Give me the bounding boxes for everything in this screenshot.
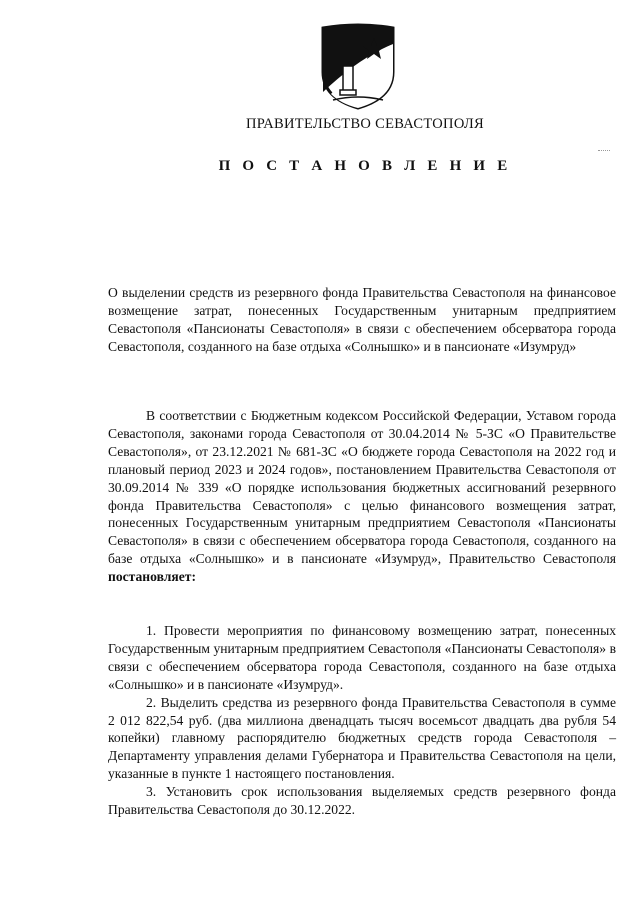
subject-text: О выделении средств из резервного фонда Правительства Севастополя на финансовое возмещение затрат, понесенных Государственным унитарным предприятием Севастополя «Пансионаты Севастополя» в связи с обеспечением обсерватора города Севастополя, созданного на базе отдыха «Солнышко» и в пансионате «Изумруд» (108, 285, 616, 354)
scan-artifact (598, 150, 610, 151)
preamble-text (108, 407, 616, 586)
resolves-keyword: постановляет: (108, 569, 196, 585)
preamble-paragraph (108, 407, 616, 586)
clause-item: 3. Установить срок использования выделяемых средств резервного фонда Правительства Севастополя до 30.12.2022. (108, 784, 616, 818)
government-title: ПРАВИТЕЛЬСТВО СЕВАСТОПОЛЯ (246, 116, 484, 132)
clauses-list (108, 622, 616, 819)
clause-item: 2. Выделить средства из резервного фонда Правительства Севастополя в сумме 2 012 822,54 руб. (два миллиона двенадцать тысяч восемьсот двадцать два рубля 54 копейки) главному распорядителю бюджетных средств города Севастополя – Департаменту управления делами Губернатора и Правительства Севастополя на цели, указанные в пункте 1 настоящего постановления. (108, 694, 616, 782)
preamble-body: В соответствии с Бюджетным кодексом Российской Федерации, Уставом города Севастополя, законами города Севастополя от 30.04.2014 № 5-ЗС «О Правительстве Севастополя», от 23.12.2021 № 681-ЗС «О бюджете города Севастополя на 2022 год и плановый период 2023 и 2024 годов», постановлением Правительства Севастополя от 30.09.2014 № 339 «О порядке использования бюджетных ассигнований резервного фонда Правительства Севастополя» с целью финансового возмещения затрат, понесенных Государственным унитарным предприятием Севастополя «Пансионаты Севастополя» в связи с обеспечением обсерватора города Севастополя, созданного на базе отдыха «Солнышко» и в пансионате «Изумруд», Правительство Севастополя (108, 408, 616, 567)
sevastopol-coat-of-arms-icon (319, 22, 397, 110)
document-type-heading: П О С Т А Н О В Л Е Н И Е (218, 158, 512, 174)
document-subject (108, 284, 616, 356)
clause-item: 1. Провести мероприятия по финансовому возмещению затрат, понесенных Государственным унитарным предприятием Севастополя «Пансионаты Севастополя» в связи с обеспечением обсерватора города Севастополя, созданного на базе отдыха «Солнышко» и в пансионате «Изумруд». (108, 623, 616, 692)
